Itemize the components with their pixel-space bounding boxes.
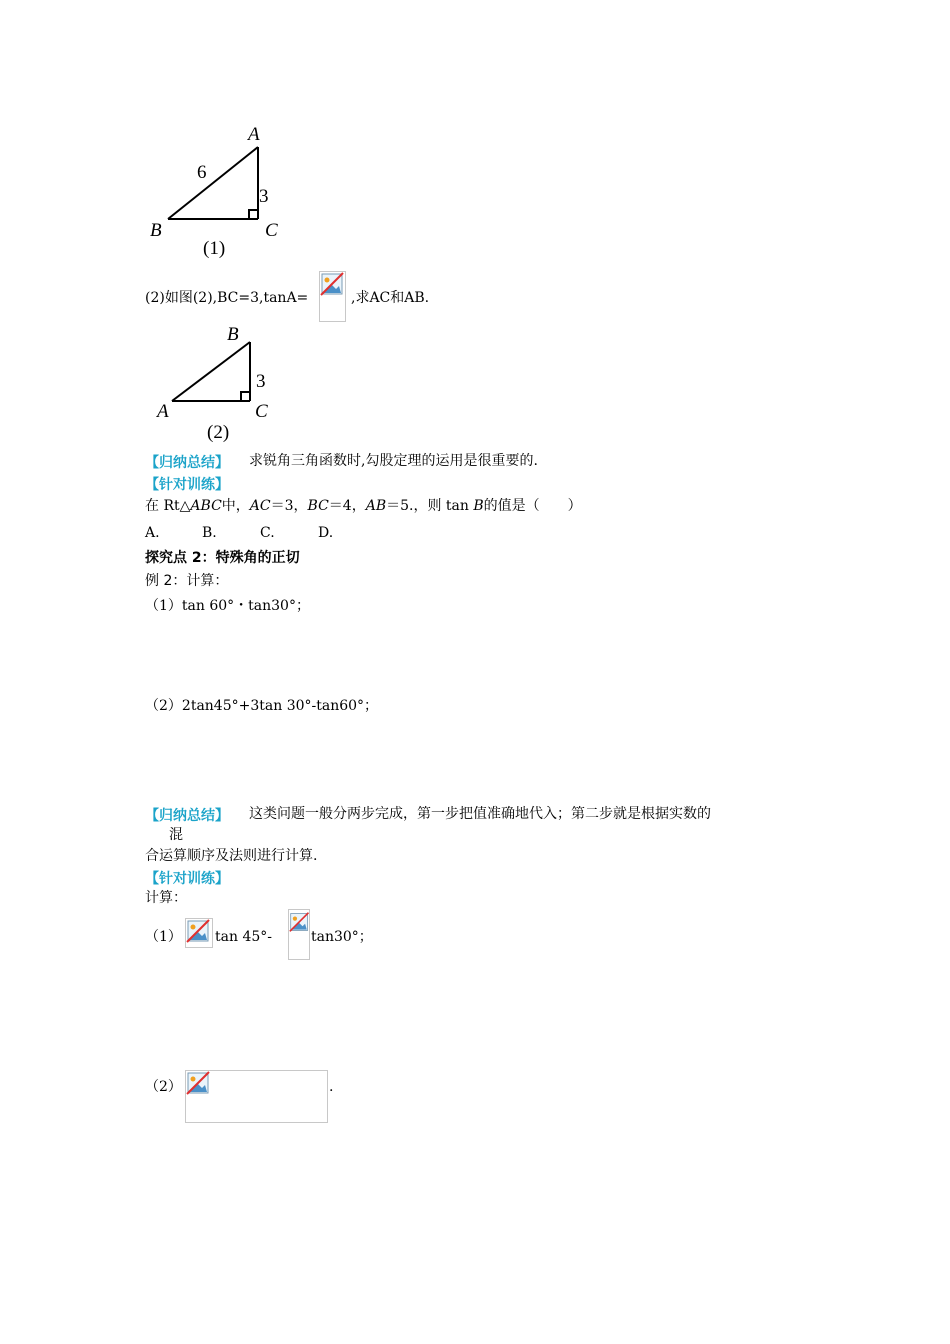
figure1-vertex-c: C <box>265 220 278 241</box>
q-part: B <box>473 498 484 514</box>
broken-image-icon <box>185 918 213 948</box>
training2-item1-mid: tan 45°- <box>215 929 272 945</box>
training2-item1-suffix: tan30°； <box>311 929 373 945</box>
point2-example-label: 例 2：计算： <box>145 573 229 589</box>
figure2-vertex-a: A <box>157 401 169 422</box>
training2-item2-prefix: （2） <box>145 1079 182 1095</box>
q-part: AB <box>365 498 387 514</box>
summary2-line2: 合运算顺序及法则进行计算. <box>145 848 318 864</box>
point2-heading: 探究点 2：特殊角的正切 <box>145 550 300 566</box>
figure1-caption: (1) <box>203 238 226 259</box>
training2-item1-prefix: （1） <box>145 929 182 945</box>
figure1-side-ac: 3 <box>259 186 269 207</box>
q-part: 的值是（ ） <box>483 498 582 514</box>
summary1-text: 求锐角三角函数时,勾股定理的运用是很重要的. <box>249 453 538 469</box>
broken-image-icon <box>288 909 310 960</box>
training2-label: 计算： <box>145 890 187 906</box>
option-a: A. <box>145 525 160 541</box>
training1-question <box>145 497 582 515</box>
figure2-side-bc: 3 <box>256 371 266 392</box>
option-c: C. <box>260 525 275 541</box>
point2-item1: （1）tan 60°・tan30°； <box>145 598 310 614</box>
q-part: 中， <box>221 498 250 514</box>
point2-item2: （2）2tan45°+3tan 30°-tan60°； <box>145 698 379 714</box>
q-part: ＝5.，则 tan <box>386 498 474 514</box>
option-d: D. <box>318 525 334 541</box>
figure2-caption: (2) <box>207 422 230 443</box>
figure2-vertex-c: C <box>255 401 268 422</box>
summary2-tag: 【归纳总结】 <box>145 808 229 824</box>
training2-tag: 【针对训练】 <box>145 871 229 887</box>
training2-item2-suffix: . <box>329 1079 334 1095</box>
q-part: AC <box>249 498 271 514</box>
q-part: 在 R <box>145 498 174 514</box>
figure2-vertex-b: B <box>227 324 239 345</box>
q-part: ＝3， <box>270 498 308 514</box>
q2-prefix: (2)如图(2),BC=3,tanA= <box>145 290 309 306</box>
q-part: ＝4， <box>328 498 366 514</box>
q2-suffix: ,求AC和AB. <box>351 290 430 306</box>
training1-tag: 【针对训练】 <box>145 477 229 493</box>
figure1-vertex-a: A <box>248 124 260 145</box>
q-part: BC <box>307 498 329 514</box>
summary1-tag: 【归纳总结】 <box>145 455 229 471</box>
broken-image-icon <box>319 271 346 322</box>
q-part: ABC <box>190 498 222 514</box>
q-part: t△ <box>174 498 191 514</box>
figure1-side-ab: 6 <box>197 162 207 183</box>
summary2-line1b: 混 <box>169 827 183 843</box>
option-b: B. <box>202 525 217 541</box>
broken-image-icon <box>185 1070 328 1123</box>
figure1-vertex-b: B <box>150 220 162 241</box>
summary2-line1: 这类问题一般分两步完成，第一步把值准确地代入；第二步就是根据实数的 <box>249 806 711 822</box>
